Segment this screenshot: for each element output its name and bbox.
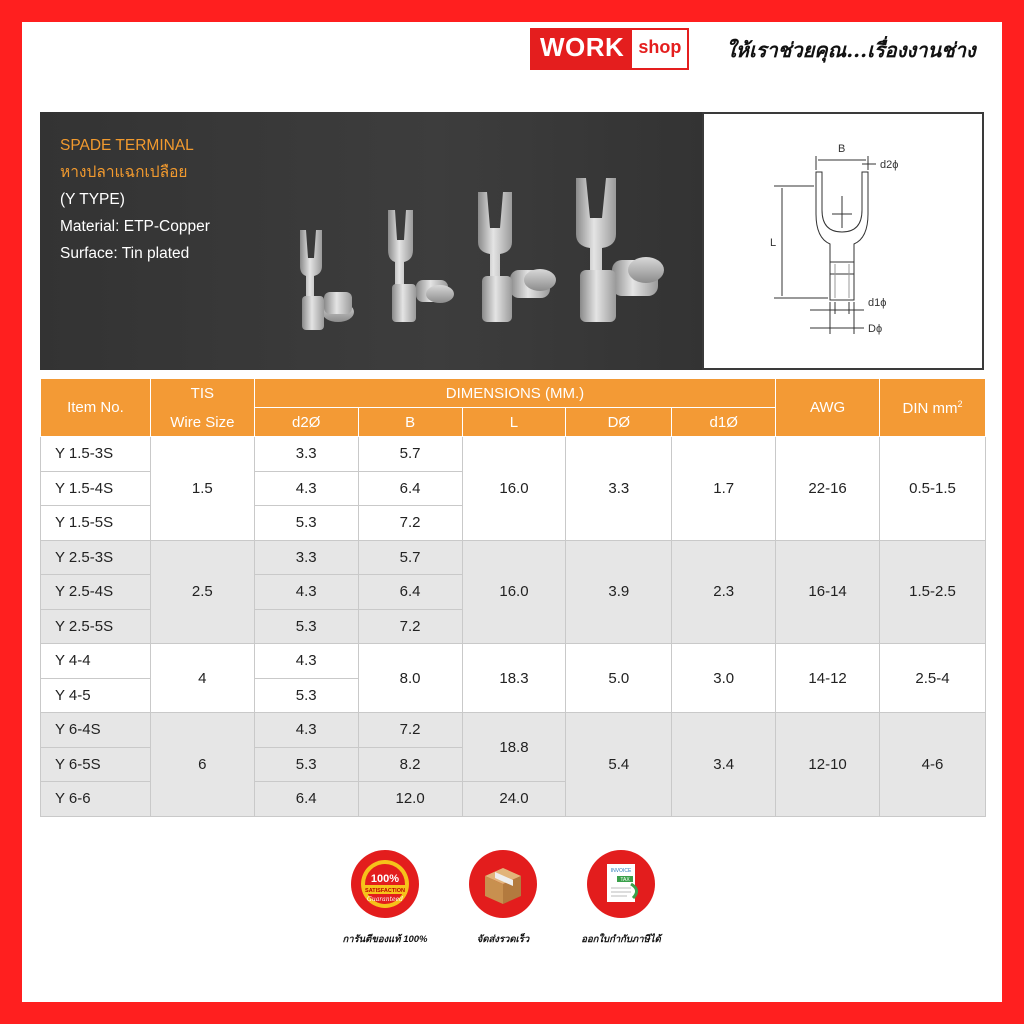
- shipping-box-icon: [469, 850, 537, 918]
- cell-item: Y 2.5-3S: [41, 540, 151, 575]
- cell-l: 16.0: [462, 540, 566, 644]
- product-material: Material: ETP-Copper: [60, 218, 210, 235]
- cell-b: 6.4: [358, 575, 462, 610]
- col-header-din-sup: 2: [957, 398, 963, 409]
- cell-d2: 4.3: [254, 471, 358, 506]
- badge-shipping: [458, 850, 548, 947]
- guarantee-seal-icon: [351, 850, 419, 918]
- cell-d1: 1.7: [672, 437, 776, 541]
- cell-b: 12.0: [358, 782, 462, 817]
- table-row: [41, 713, 986, 748]
- col-header-d2: d2Ø: [254, 408, 358, 437]
- spade-terminal-photo: [280, 172, 700, 372]
- terminal-small: [300, 230, 354, 330]
- cell-d2: 4.3: [254, 575, 358, 610]
- cell-item: Y 1.5-3S: [41, 437, 151, 472]
- cell-b: 6.4: [358, 471, 462, 506]
- spec-table: [40, 378, 986, 817]
- badge-invoice-caption: ออกใบกำกับภาษีได้: [581, 934, 661, 945]
- cell-d2: 4.3: [254, 713, 358, 748]
- cell-d2: 3.3: [254, 437, 358, 472]
- cell-tis: 2.5: [150, 540, 254, 644]
- invoice-label: INVOICE: [610, 868, 632, 874]
- col-header-tis-line2: Wire Size: [170, 413, 235, 431]
- cell-l: 18.8: [462, 713, 566, 782]
- table-row: [41, 644, 986, 679]
- product-title: SPADE TERMINAL: [60, 137, 194, 154]
- col-header-tis: [150, 379, 254, 437]
- table-row: [41, 437, 986, 472]
- cell-d2: 4.3: [254, 644, 358, 679]
- trust-badges: [320, 840, 720, 960]
- badge-guarantee: [340, 850, 430, 947]
- guarantee-satisfaction: SATISFACTION: [365, 888, 405, 894]
- diagram-label-d: Dϕ: [868, 323, 883, 335]
- workshop-logo[interactable]: [530, 28, 689, 70]
- cell-b: 7.2: [358, 713, 462, 748]
- guarantee-guaranteed: Guaranteed: [367, 896, 403, 903]
- col-header-din: [880, 379, 986, 437]
- col-header-dimensions: DIMENSIONS (MM.): [254, 379, 775, 408]
- col-header-d: DØ: [566, 408, 672, 437]
- cell-awg: 12-10: [776, 713, 880, 817]
- cell-d1: 3.0: [672, 644, 776, 713]
- cell-awg: 22-16: [776, 437, 880, 541]
- cell-din: 4-6: [880, 713, 986, 817]
- table-row: [41, 540, 986, 575]
- product-banner: [40, 112, 984, 370]
- spade-drawing: [704, 114, 982, 368]
- diagram-label-b: B: [838, 143, 846, 155]
- cell-b: 8.2: [358, 747, 462, 782]
- col-header-awg: AWG: [776, 379, 880, 437]
- diagram-label-d1: d1ϕ: [868, 297, 887, 309]
- logo-work-text: WORK: [532, 30, 632, 68]
- cell-d2: 5.3: [254, 609, 358, 644]
- cell-l: 24.0: [462, 782, 566, 817]
- cell-b: 7.2: [358, 609, 462, 644]
- cell-din: 0.5-1.5: [880, 437, 986, 541]
- cell-tis: 4: [150, 644, 254, 713]
- badge-guarantee-caption: การันตีของแท้ 100%: [342, 934, 428, 945]
- cell-d2: 3.3: [254, 540, 358, 575]
- cell-item: Y 6-6: [41, 782, 151, 817]
- cell-d: 3.9: [566, 540, 672, 644]
- cell-d2: 5.3: [254, 747, 358, 782]
- badge-invoice: [576, 850, 666, 947]
- terminal-medium: [388, 210, 454, 322]
- cell-item: Y 6-4S: [41, 713, 151, 748]
- cell-item: Y 4-4: [41, 644, 151, 679]
- cell-d: 3.3: [566, 437, 672, 541]
- cell-d1: 2.3: [672, 540, 776, 644]
- cell-d2: 5.3: [254, 678, 358, 713]
- product-info: [60, 132, 210, 267]
- cell-l: 18.3: [462, 644, 566, 713]
- product-type: (Y TYPE): [60, 191, 125, 208]
- cell-item: Y 2.5-5S: [41, 609, 151, 644]
- col-header-tis-line1: TIS: [190, 384, 214, 402]
- product-surface: Surface: Tin plated: [60, 245, 190, 262]
- terminal-xlarge: [576, 178, 664, 322]
- cell-tis: 1.5: [150, 437, 254, 541]
- dimension-diagram: [704, 114, 982, 368]
- cell-item: Y 6-5S: [41, 747, 151, 782]
- cell-b: 8.0: [358, 644, 462, 713]
- cell-b: 5.7: [358, 540, 462, 575]
- terminal-large: [478, 192, 556, 322]
- cell-din: 1.5-2.5: [880, 540, 986, 644]
- col-header-l: L: [462, 408, 566, 437]
- cell-tis: 6: [150, 713, 254, 817]
- cell-b: 7.2: [358, 506, 462, 541]
- cell-l: 16.0: [462, 437, 566, 541]
- cell-item: Y 4-5: [41, 678, 151, 713]
- col-header-d1: d1Ø: [672, 408, 776, 437]
- cell-din: 2.5-4: [880, 644, 986, 713]
- invoice-tax-icon: [587, 850, 655, 918]
- cell-awg: 14-12: [776, 644, 880, 713]
- cell-awg: 16-14: [776, 540, 880, 644]
- product-title-th: หางปลาแฉกเปลือย: [60, 164, 188, 181]
- cell-b: 5.7: [358, 437, 462, 472]
- cell-d2: 6.4: [254, 782, 358, 817]
- cell-item: Y 1.5-5S: [41, 506, 151, 541]
- badge-shipping-caption: จัดส่งรวดเร็ว: [476, 934, 530, 945]
- col-header-din-text: DIN mm: [902, 399, 958, 417]
- cell-d2: 5.3: [254, 506, 358, 541]
- diagram-label-d2: d2ϕ: [880, 159, 899, 171]
- tax-label: TAX: [620, 877, 630, 883]
- cell-d1: 3.4: [672, 713, 776, 817]
- cell-item: Y 1.5-4S: [41, 471, 151, 506]
- cell-d: 5.4: [566, 713, 672, 817]
- diagram-label-l: L: [770, 237, 777, 249]
- slogan: ให้เราช่วยคุณ...เรื่องงานช่าง: [726, 38, 976, 62]
- cell-item: Y 2.5-4S: [41, 575, 151, 610]
- guarantee-percent: 100%: [370, 873, 400, 885]
- cell-d: 5.0: [566, 644, 672, 713]
- col-header-b: B: [358, 408, 462, 437]
- banner-photo-area: [40, 112, 702, 370]
- col-header-item: Item No.: [41, 379, 151, 437]
- logo-shop-text: shop: [632, 30, 687, 68]
